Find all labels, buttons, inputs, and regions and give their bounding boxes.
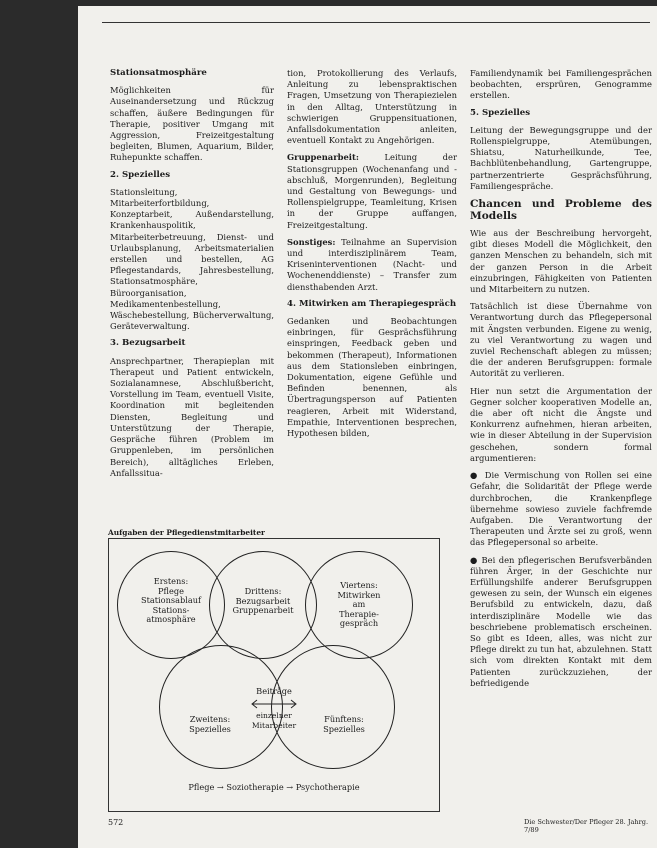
run-in-heading: Gruppenarbeit: — [287, 152, 359, 163]
paragraph-text: Teilnahme an Supervision und interdisziplinärem Team, Kriseninterventionen (Nacht- und Wochenenddienste) – Transfer zum diensthabenden Arzt. — [287, 236, 457, 292]
label-viertens: Viertens: Mitwirken am Therapie- gespräch — [337, 580, 381, 629]
run-in-heading: Sonstiges: — [287, 236, 336, 247]
journal-page — [78, 6, 657, 848]
paragraph: Familiendynamik bei Familiengesprächen beobachten, ersprüren, Genogramme erstellen. — [470, 68, 652, 101]
label-fuenftens: Fünftens: Spezielles — [323, 714, 365, 734]
article-subheading: Chancen und Probleme des Modells — [470, 198, 652, 223]
double-arrow-icon — [249, 699, 299, 709]
paragraph: Leitung der Bewegungsgruppe und der Rollenspielgruppe, Atemübungen, Shiatsu, Naturheilkunde, Tee, Bachblütenbehandlung, Gartengruppe, partnerzentrierte Gesprächsführung, Familiengespräche. — [470, 124, 652, 191]
paragraph: Möglichkeiten für Auseinandersetzung und Rückzug schaffen, äußere Bedingungen für Therapie, positiver Umgang mit Aggression, Freizeitgestaltung begleiten, Blumen, Aquarium, Bilder, Ruhepunkte schaffen. — [110, 85, 274, 163]
figure-diagram — [108, 538, 440, 812]
section-heading: Stationsatmosphäre — [110, 68, 207, 78]
care-flow-label: Pflege → Soziotherapie → Psychotherapie — [188, 782, 360, 792]
label-mitarbeiter: einzelner Mitarbeiter — [251, 711, 297, 730]
bullet-paragraph: ● Die Vermischung von Rollen sei eine Gefahr, die Solidarität der Pflege werde durchbrochen, die Krankenpflege übernehme sowieso zuviele fachfremde Aufgaben. Die Verantwortung der Therapeuten und Ärzte sei zu groß, wenn das Pflegepersonal so arbeite. — [470, 470, 652, 548]
page-number: 572 — [108, 818, 124, 827]
paragraph: Hier nun setzt die Argumentation der Gegner solcher kooperativen Modelle an, die aber oft nicht die Ängste und Konkurrenz aufnehmen, hieran arbeiten, wie in dieser Abteilung in der Supervision geschehen, sondern formal argumentieren: — [470, 385, 652, 463]
figure-caption: Aufgaben der Pflegedienstmitarbeiter — [108, 528, 265, 537]
paragraph: Tatsächlich ist diese Übernahme von Verantwortung durch das Pflegepersonal mit Ängsten verbunden. Eigene zu wenig, zu viel Verantwortung zu wagen und zuviel Rechenschaft ablegen zu müssen; die der anderen Berufsgruppen: formale Autorität zu verlieren. — [470, 301, 652, 379]
label-zweitens: Zweitens: Spezielles — [189, 714, 231, 734]
paragraph-text: Leitung der Stationsgruppen (Wochenanfang und -abschluß, Morgenrunden), Begleitung und Gestaltung von Bewegungs- und Rollenspielgruppe, Teamleitung, Krisen in der Gruppe auffangen, Freizeitgestaltung. — [287, 152, 457, 230]
column-1 — [110, 68, 274, 485]
paragraph: Gedanken und Beobachtungen einbringen, für Gesprächsführung einspringen, Feedback geben und bekommen (Therapeut), Informationen aus dem Stationsleben einbringen, Dokumentation, eigene Gefühle und Befinden benennen, als Übertragungsperson auf Patienten reagieren, Arbeit mit Widerstand, Empathie, Interventionen besprechen, Hypothesen bilden, — [287, 316, 457, 439]
section-heading: 2. Spezielles — [110, 169, 171, 180]
header-rule — [102, 22, 650, 23]
paragraph: tion, Protokollierung des Verlaufs, Anleitung zu lebenspraktischen Fragen, Umsetzung von Therapiezielen in den Alltag, Unterstützung in schwierigen Gruppensituationen, Anfallsdokumentation anleiten, eventuell Kontakt zu Angehörigen. — [287, 68, 457, 146]
paragraph — [287, 237, 457, 293]
section-heading: 3. Bezugsarbeit — [110, 338, 186, 349]
label-erstens: Erstens: Pflege Stationsablauf Stations- atmosphäre — [140, 576, 202, 625]
bullet-paragraph: ● Bei den pflegerischen Berufsverbänden führen Ärger, in der Geschichte nur Erfüllungshilfe anderer Berufsgruppen gewesen zu sein, der Wunsch ein eigenes Berufsbild zu entwickeln, dazu, daß interdisziplinäre Modelle wie das beschriebene problematisch erscheinen. So gibt es Ideen, alles, was nicht zur Pflege direkt zu tun hat, abzulehnen. Statt sich vom direkten Kontakt mit dem Patienten zurückzuziehen, der befriedigende — [470, 554, 652, 688]
section-heading: 4. Mitwirken am Therapiegespräch — [287, 298, 457, 309]
label-beitraege: Beiträge — [256, 686, 292, 696]
paragraph: Wie aus der Beschreibung hervorgeht, gibt dieses Modell die Möglichkeit, den ganzen Menschen zu behandeln, sich mit der ganzen Person in die Arbeit einzubringen, Fähigkeiten von Patienten und Mitarbeitern zu nutzen. — [470, 228, 652, 295]
journal-footer: Die Schwester/Der Pfleger 28. Jahrg. 7/89 — [524, 818, 649, 834]
paragraph: Stationsleitung, Mitarbeiterfortbildung, Konzeptarbeit, Außendarstellung, Krankenhauspolitik, Mitarbeiterbetreuung, Dienst- und Urlaubsplanung, Arbeitsmaterialien erstellen und bestellen, AG Pflegestandards, Jahresbestellung, Stationsatmosphäre, Büroorganisation, Medikamentenbestellung, Wäschebestellung, Bücherverwaltung, Geräteverwaltung. — [110, 186, 274, 332]
paragraph — [287, 152, 457, 230]
column-3 — [470, 68, 652, 695]
column-2 — [287, 68, 457, 445]
paragraph: Ansprechpartner, Therapieplan mit Therapeut und Patient entwickeln, Sozialanamnese, Abschlußbericht, Vorstellung im Team, eventuell Visite, Koordination mit begleitenden Diensten, Begleitung und Unterstützung der Therapie, Gespräche führen (Problem im Gruppenleben, im persönlichen Bereich), alltägliches Erleben, Anfallssitua- — [110, 355, 274, 478]
section-heading: 5. Spezielles — [470, 107, 531, 118]
label-drittens: Drittens: Bezugsarbeit Gruppenarbeit — [232, 586, 294, 616]
